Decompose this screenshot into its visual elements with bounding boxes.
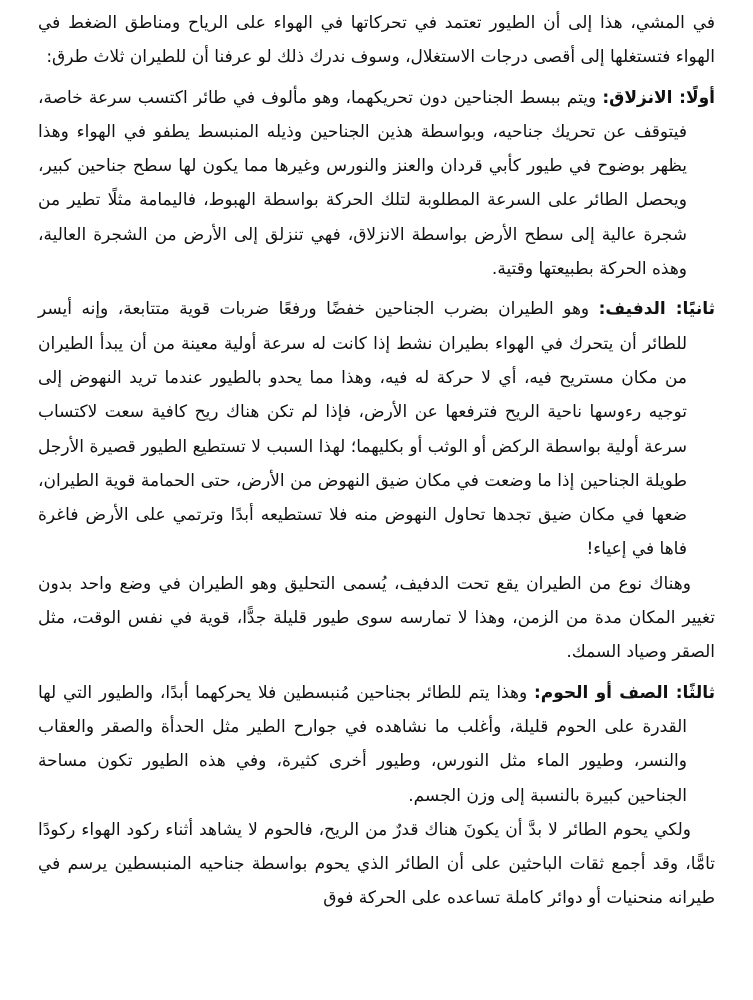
- section-flapping: [38, 292, 715, 566]
- section-soaring: [38, 676, 715, 813]
- section-soaring-continuation: ولكي يحوم الطائر لا بدَّ أن يكونَ هناك قدرٌ من الريح، فالحوم لا يشاهد أثناء ركود الهواء ركودًا تامًّا، وقد أجمع ثقات الباحثين على أن الطائر الذي يحوم بواسطة جناحيه المنبسطين يرسم في طيرانه منحنيات أو دوائر كاملة تساعده على الحركة فوق: [38, 819, 715, 909]
- section-gliding-term: أولًا: الانزلاق:: [602, 87, 715, 108]
- section-soaring-term: ثالثًا: الصف أو الحوم:: [533, 682, 715, 703]
- section-flapping-term: ثانيًا: الدفيف:: [598, 299, 715, 320]
- section-soaring-text: وهذا يتم للطائر بجناحين مُنبسطين فلا يحركهما أبدًا، والطيور التي لها القدرة على الحوم قليلة، وأغلب ما نشاهده في جوارح الطير مثل الحدأة والصقر والعقاب والنسر، وطيور الماء مثل النورس، وطيور أخرى كثيرة، وفي هذه الطيور تكون مساحة الجناحين كبيرة بالنسبة إلى وزن الجسم.: [38, 682, 687, 806]
- section-gliding: [38, 81, 715, 287]
- section-gliding-text: ويتم ببسط الجناحين دون تحريكهما، وهو مألوف في طائر اكتسب سرعة خاصة، فيتوقف عن تحريك جناحيه، وبواسطة هذين الجناحين وذيله المنبسط يطفو في الهواء وهذا يظهر بوضوح في طيور كأبي قردان والعنز والنورس وغيرها مما يكون لها سطح جناحين كبير، ويحصل الطائر على السرعة المطلوبة لتلك الحركة بواسطة الهبوط، فاليمامة مثلًا تطير من شجرة عالية إلى سطح الأرض بواسطة الانزلاق، فهي تنزلق إلى الأرض من الشجرة العالية، وهذه الحركة بطبيعتها وقتية.: [38, 87, 687, 280]
- section-flapping-continuation: وهناك نوع من الطيران يقع تحت الدفيف، يُسمى التحليق وهو الطيران في وضع واحد بدون تغيير المكان مدة من الزمن، وهذا لا تمارسه سوى طيور قليلة جدًّا، قوية في نفس الوقت، مثل الصقر وصياد السمك.: [38, 573, 715, 663]
- section-flapping-text: وهو الطيران بضرب الجناحين خفضًا ورفعًا ضربات قوية متتابعة، وإنه أيسر للطائر أن يتحرك في الهواء بطيران نشط إذا كانت له سرعة أولية معينة من أن يبدأ الطيران من مكان مستريح فيه، أي لا حركة له فيه، وهذا مما يحدو بالطيور عندما تريد النهوض إلى توجيه رءوسها ناحية الريح فترفعها عن الأرض، فإذا لم تكن هناك ريح كافية سعت لاكتساب سرعة أولية بواسطة الركض أو الوثب أو بكليهما؛ لهذا السبب لا تستطيع الطيور قصيرة الأرجل طويلة الجناحين إذا ما وضعت في مكان ضيق النهوض من الأرض، حتى الحمامة قوية الطيران، ضعها في مكان ضيق تجدها تحاول النهوض منه فلا تستطيعه أبدًا وترتمي على الأرض فاغرة فاها في إعياء!: [38, 299, 687, 560]
- intro-paragraph: في المشي، هذا إلى أن الطيور تعتمد في تحركاتها في الهواء على الرياح ومناطق الضغط في الهواء فتستغلها إلى أقصى درجات الاستغلال، وسوف ندرك ذلك لو عرفنا أن للطيران ثلاث طرق:: [38, 13, 715, 68]
